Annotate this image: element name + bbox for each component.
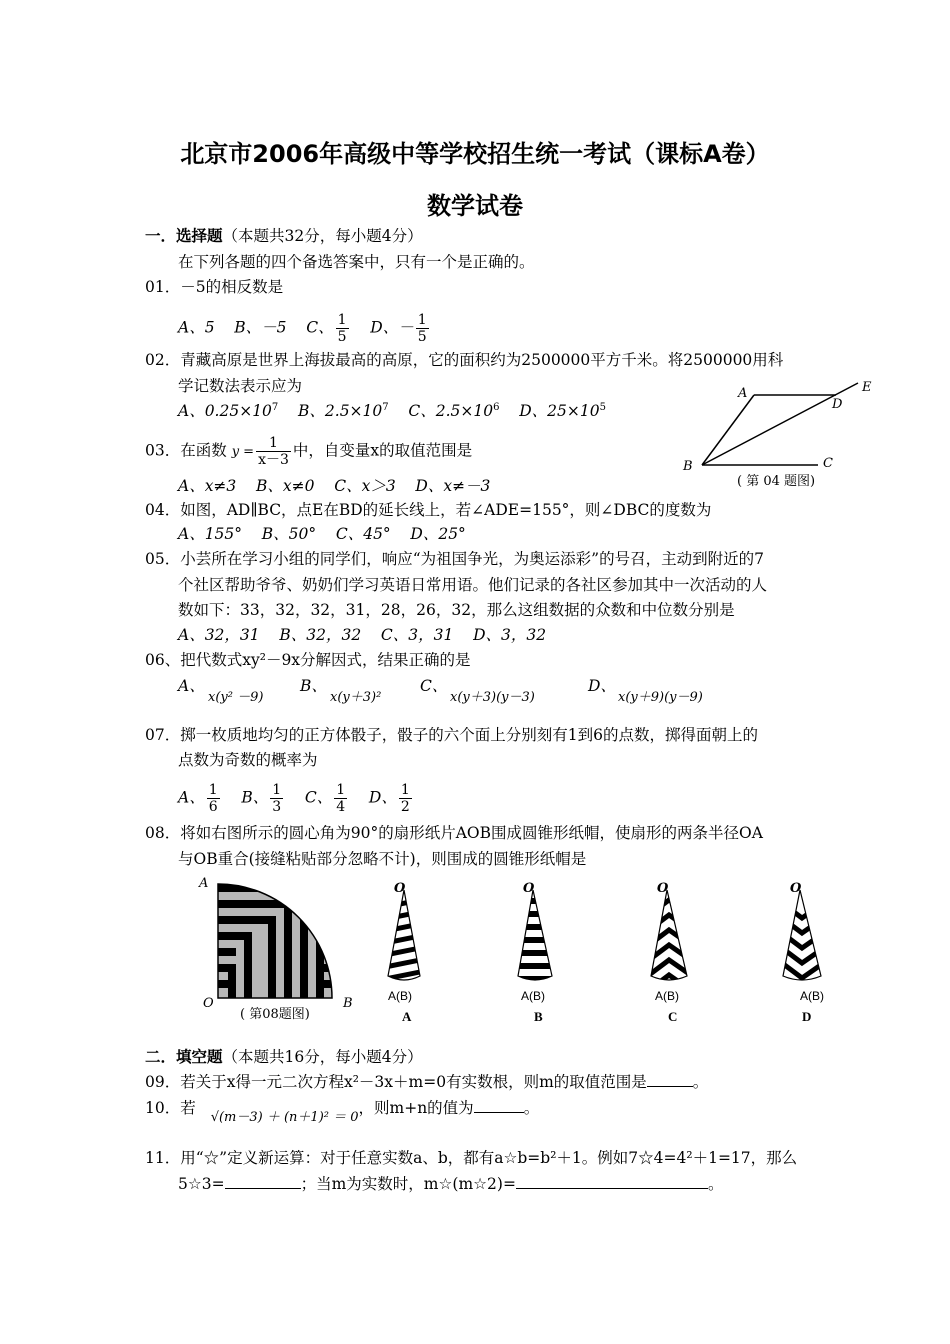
- q03-stem: [145, 435, 472, 468]
- q07-text1: 掷一枚质地均匀的正方体骰子，骰子的六个面上分别刻有1到6的点数，掷得面朝上的: [180, 726, 758, 744]
- q06-option-d-label: D、: [588, 677, 616, 695]
- q09-answer-blank[interactable]: [647, 1072, 693, 1087]
- q05-option-d: D、3，32: [473, 626, 547, 644]
- q06-stem: [145, 650, 471, 670]
- cone-d-top: O: [790, 881, 802, 896]
- q06-option-b-label: B、: [300, 677, 327, 695]
- q05-option-a: A、32，31: [178, 626, 260, 644]
- cone-c-letter: C: [668, 1009, 678, 1024]
- q03-options: [178, 476, 490, 496]
- q07-text2: 点数为奇数的概率为: [178, 751, 318, 769]
- q04-caption: ( 第 04 题图): [737, 474, 816, 489]
- q09-text: 若关于x得一元二次方程x²－3x＋m=0有实数根，则m的取值范围是: [180, 1073, 647, 1091]
- q06-option-b: x(y＋3)²: [330, 690, 382, 705]
- section1-note: （本题共32分，每小题4分）: [222, 227, 423, 245]
- q01-options: [178, 312, 431, 345]
- q01-stem: [145, 277, 283, 297]
- q02-option-b: B、2.5×10: [298, 402, 383, 420]
- q07-stem: [145, 725, 758, 745]
- q08-sector-figure: [195, 872, 370, 1022]
- q01-frac-d: $\frac{1}{5}$: [417, 312, 427, 345]
- q10-stem: 10．若 $_{√(m-3) + (n+1)^2 = 0}$，则m+n的值为 。: [145, 1099, 540, 1125]
- page-subtitle: 数学试卷: [427, 192, 523, 220]
- q07-frac-b: $\frac{1}{3}$: [272, 782, 282, 815]
- q02-text1: 青藏高原是世界上海拔最高的高原，它的面积约为2500000平方千米。将2500000用科: [180, 351, 784, 369]
- q08-text1: 将如右图所示的圆心角为90°的扇形纸片AOB围成圆锥形纸帽，使扇形的两条半径OA: [180, 824, 763, 842]
- page-title: 北京市2006年高级中等学校招生统一考试（课标A卷）: [180, 140, 770, 168]
- q04-stem: [145, 500, 711, 520]
- q11-text2a: 5☆3=: [178, 1175, 225, 1193]
- q04-number: 04．: [145, 501, 181, 519]
- q01-option-d: D、－: [370, 318, 414, 337]
- q06-option-a-label: A、: [178, 677, 205, 695]
- q03-option-c: C、x＞3: [334, 477, 396, 495]
- q05-text3: 数如下：33，32，32，31，28，26，32，那么这组数据的众数和中位数分别是: [178, 601, 735, 619]
- q01-option-a: A、5: [178, 318, 215, 337]
- q07-number: 07．: [145, 726, 181, 744]
- q04-option-b: B、50°: [261, 525, 317, 543]
- q10-text-b: ，则m+n的值为: [358, 1099, 474, 1117]
- q03-number: 03．: [145, 441, 181, 460]
- section1-heading: 一．选择题: [145, 226, 223, 245]
- q07-options: [178, 782, 414, 815]
- q04-label-e: E: [862, 380, 872, 395]
- q02-option-d: D、25×10: [519, 402, 600, 420]
- q01-text: －5的相反数是: [180, 278, 284, 296]
- section2-heading-line: [145, 1047, 423, 1067]
- cone-d-letter: D: [802, 1009, 812, 1024]
- cone-d-base: A(B): [800, 989, 824, 1003]
- q08-label-a: A: [199, 876, 209, 891]
- q08-label-o: O: [203, 996, 214, 1011]
- q08-text2: 与OB重合(接缝粘贴部分忽略不计)，则围成的圆锥形纸帽是: [178, 850, 587, 868]
- q04-line-ba: [702, 395, 754, 465]
- q07-frac-c: $\frac{1}{4}$: [336, 782, 346, 815]
- q10-answer-blank[interactable]: [474, 1098, 524, 1113]
- q10-number: 10．: [145, 1099, 181, 1117]
- q04-text: 如图，AD∥BC，点E在BD的延长线上，若∠ADE=155°，则∠DBC的度数为: [180, 501, 712, 519]
- q06-option-c-label: C、: [420, 677, 448, 695]
- q01-option-c: C、: [306, 318, 334, 337]
- q03-text-b: 中，自变量x的取值范围是: [292, 441, 473, 460]
- q07-option-b: B、: [241, 788, 269, 807]
- q08-label-b: B: [343, 996, 353, 1011]
- section1-heading-line: [145, 226, 423, 246]
- q07-option-d: D、: [368, 788, 397, 807]
- q04-option-d: D、25°: [410, 525, 466, 543]
- section1-instruction: 在下列各题的四个备选答案中，只有一个是正确的。: [178, 253, 535, 271]
- q03-option-a: A、x≠3: [178, 477, 237, 495]
- q04-option-a: A、155°: [178, 525, 243, 543]
- q08-cones: [380, 878, 840, 1028]
- q01-option-b: B、－5: [234, 318, 287, 337]
- q02-option-c: C、2.5×10: [408, 402, 494, 420]
- q01-frac-c: $\frac{1}{5}$: [337, 312, 347, 345]
- q02-option-a: A、0.25×10: [178, 402, 272, 420]
- q04-figure: [680, 372, 880, 472]
- q03-text-a: 在函数: [180, 441, 227, 460]
- q03-option-d: D、x≠－3: [415, 477, 491, 495]
- q04-label-c: C: [823, 456, 833, 471]
- cone-c-top: O: [657, 881, 669, 896]
- q11-text1: 用“☆”定义新运算：对于任意实数a、b，都有a☆b=b²＋1。例如7☆4=4²＋1=17，那么: [180, 1149, 798, 1167]
- q02-number: 02．: [145, 351, 181, 369]
- cone-b-top: O: [523, 881, 535, 896]
- q11-line2: 5☆3= ；当m为实数时，m☆(m☆2)= 。: [178, 1175, 724, 1193]
- q03-option-b: B、x≠0: [256, 477, 315, 495]
- q06-option-d: x(y＋9)(y－9): [618, 690, 703, 705]
- q02-text2: 学记数法表示应为: [178, 377, 303, 395]
- q03-fn-y: y =: [231, 444, 255, 460]
- q09-stem: 09．若关于x得一元二次方程x²－3x＋m=0有实数根，则m的取值范围是 。: [145, 1073, 709, 1091]
- cone-b-icon: [510, 878, 560, 988]
- q04-label-d: D: [832, 397, 843, 412]
- q08-caption: ( 第08题图): [240, 1007, 310, 1022]
- cone-c-base: A(B): [655, 989, 679, 1003]
- cone-b-base: A(B): [521, 989, 545, 1003]
- section2-note: （本题共16分，每小题4分）: [222, 1048, 423, 1066]
- q11-answer-blank-2[interactable]: [516, 1174, 708, 1189]
- cone-a-letter: A: [402, 1009, 412, 1024]
- q03-frac: $\frac{1}{x-3}$: [258, 435, 289, 468]
- q11-stem: [145, 1148, 797, 1168]
- q04-options: [178, 524, 466, 544]
- q07-frac-a: $\frac{1}{6}$: [208, 782, 218, 815]
- q06-text: 把代数式xy²－9x分解因式，结果正确的是: [180, 651, 471, 669]
- q10-text-a: 若: [180, 1099, 196, 1117]
- q11-number: 11．: [145, 1149, 181, 1167]
- q05-text2: 个社区帮助爷爷、奶奶们学习英语日常用语。他们记录的各社区参加其中一次活动的人: [178, 576, 768, 594]
- q02-stem: [145, 350, 783, 370]
- section2-heading: 二．填空题: [145, 1047, 223, 1066]
- q04-label-b: B: [683, 459, 693, 472]
- q05-stem: [145, 549, 764, 569]
- cone-a-base: A(B): [388, 989, 412, 1003]
- q05-number: 05．: [145, 550, 181, 568]
- q04-option-c: C、45°: [335, 525, 391, 543]
- q05-options: [178, 625, 546, 645]
- q06-option-c: x(y＋3)(y－3): [450, 690, 535, 705]
- cone-b-letter: B: [534, 1009, 543, 1024]
- q08-stem: [145, 823, 763, 843]
- q09-number: 09．: [145, 1073, 181, 1091]
- q08-number: 08．: [145, 824, 181, 842]
- q05-text1: 小芸所在学习小组的同学们，响应“为祖国争光，为奥运添彩”的号召，主动到附近的7: [180, 550, 764, 568]
- q04-label-a: A: [738, 386, 748, 401]
- q05-option-b: B、32，32: [279, 626, 362, 644]
- q01-number: 01．: [145, 278, 181, 296]
- q10-expression: √(m－3) ＋ (n＋1)² ＝ 0: [210, 1110, 359, 1125]
- q11-text2b: ；当m为实数时，m☆(m☆2)=: [300, 1175, 516, 1193]
- cone-a-top: O: [394, 881, 406, 896]
- q11-answer-blank-1[interactable]: [225, 1174, 301, 1189]
- q07-frac-d: $\frac{1}{2}$: [400, 782, 410, 815]
- q07-option-a: A、: [178, 788, 205, 807]
- q02-options: A、$0.25\times 10^7$ B、$2.5\times 10^7$ C、$2.5\times 10^6$ D、$25\times 10^5$: [178, 401, 606, 420]
- q05-option-c: C、3，31: [380, 626, 454, 644]
- q06-option-a: x(y² －9): [208, 690, 264, 705]
- q07-option-c: C、: [304, 788, 333, 807]
- q06-number: 06、: [145, 651, 181, 669]
